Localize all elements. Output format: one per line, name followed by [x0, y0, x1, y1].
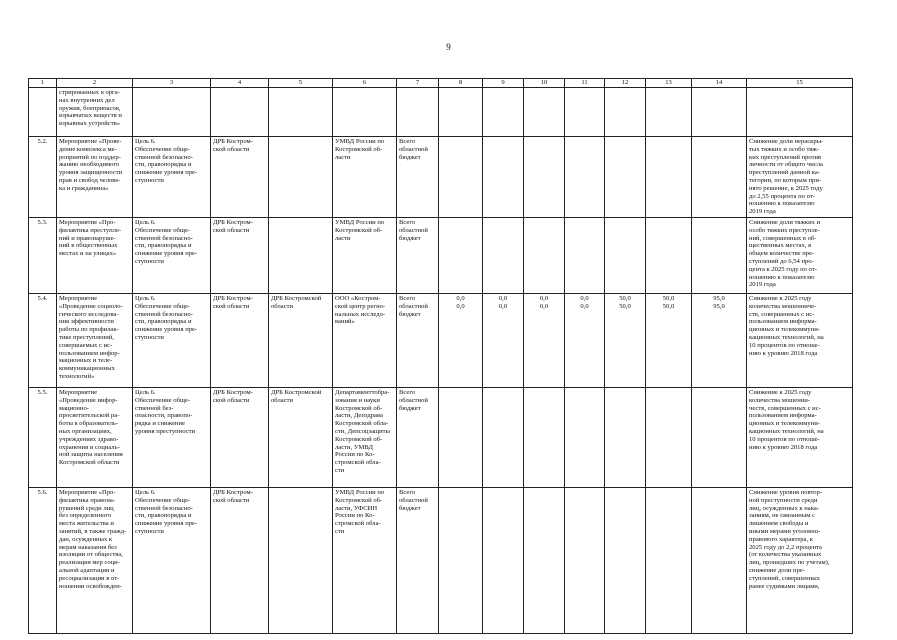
row-number: 5.6. [29, 487, 57, 633]
table-row [29, 217, 853, 293]
value-cell [524, 88, 565, 137]
value-cell [565, 88, 605, 137]
page-number: 9 [446, 42, 451, 52]
expected-result: Снижение к 2025 году количества мошенниче- ств, совершенных с ис- пользованием информа- ционных и телекоммуни- кационных технологий, на 10 процентов по отноше- нию к уровню 2018 года [747, 293, 853, 387]
goal-text: Цель 6. Обеспечение обще- ственной безопасно- сти, правопорядка и снижение уровня пре- ступности [133, 217, 211, 293]
header-cell: 12 [605, 79, 646, 88]
value-cell [646, 137, 692, 218]
value-cell [605, 487, 646, 633]
value-cell [439, 387, 483, 487]
event-name: Мероприятие «Про- филактика правона- рушений среди лиц без определенного места жительства и занятий, в также гражд- дан, осужденных к мерам наказания без изоляции от общества, реализация мер соци- альной адаптации и ресоциализации в от- ношении освобожден- [57, 487, 133, 633]
event-name: Мероприятие «Проведение социоло- гического исследова- ния эффективности работы по профилак- тике преступлений, совершаемых с ис- пользованием инфор- мационных и теле- коммуникационных технологий» [57, 293, 133, 387]
row-number: 5.5. [29, 387, 57, 487]
table-row [29, 487, 853, 633]
value-cell: 0,0 0,0 [483, 293, 524, 387]
value-cell [646, 217, 692, 293]
goal-text [133, 88, 211, 137]
row-number: 5.4. [29, 293, 57, 387]
event-name: Мероприятие «Прове- дение комплекса ме- роприятий по поддер- жанию необходимого уровня защищенности прав и свобод челове- ка и гражданина» [57, 137, 133, 218]
header-cell: 11 [565, 79, 605, 88]
value-cell [483, 137, 524, 218]
header-cell: 6 [333, 79, 397, 88]
value-cell [524, 137, 565, 218]
co-executor [269, 487, 333, 633]
funding-source: Всего областной бюджет [397, 217, 439, 293]
value-cell [439, 487, 483, 633]
goal-text: Цель 6. Обеспечение обще- ственной безопасно- сти, правопорядка и снижение уровня пре- ступности [133, 137, 211, 218]
expected-result: Снижение доли нераскры- тых тяжких и особо тяж- ких преступлений против личности от общего числа преступлений данной ка- тегории, по которым при- нято решение, к 2025 году до 2,55 процента по от- ношению к показателю 2019 года [747, 137, 853, 218]
header-cell: 8 [439, 79, 483, 88]
value-cell [483, 88, 524, 137]
responsible-executor: ДРБ Костром- ской области [211, 217, 269, 293]
value-cell: 0,0 0,0 [565, 293, 605, 387]
goal-text: Цель 6. Обеспечение обще- ственной безопасно- сти, правопорядка и снижение уровня пре- ступности [133, 487, 211, 633]
value-cell: 0,0 0,0 [439, 293, 483, 387]
header-cell: 2 [57, 79, 133, 88]
header-cell: 4 [211, 79, 269, 88]
value-cell: 50,0 50,0 [605, 293, 646, 387]
participant [333, 88, 397, 137]
value-cell [692, 487, 747, 633]
funding-source: Всего областной бюджет [397, 387, 439, 487]
co-executor: ДРБ Костромской области [269, 293, 333, 387]
table-row [29, 387, 853, 487]
value-cell [565, 137, 605, 218]
header-cell: 10 [524, 79, 565, 88]
value-cell [692, 387, 747, 487]
header-cell: 1 [29, 79, 57, 88]
goal-text: Цель 6. Обеспечение обще- ственной без- опасности, правопо- рядка и снижение уровня преступности [133, 387, 211, 487]
co-executor [269, 88, 333, 137]
event-name: Мероприятие «Про- филактика преступле- ний и правонаруше- ний в общественных местах и на улицах» [57, 217, 133, 293]
value-cell: 95,0 95,0 [692, 293, 747, 387]
row-number: 5.3. [29, 217, 57, 293]
value-cell [565, 487, 605, 633]
event-name: Мероприятие «Проведение инфор- мационно- просветительской ра- боты в образователь- ных организациях, учреждениях здраво- охранения и социаль- ной защиты населения Костромской области [57, 387, 133, 487]
row-number [29, 88, 57, 137]
header-cell: 9 [483, 79, 524, 88]
header-cell: 15 [747, 79, 853, 88]
value-cell [605, 137, 646, 218]
value-cell [524, 387, 565, 487]
value-cell [692, 88, 747, 137]
funding-source: Всего областной бюджет [397, 137, 439, 218]
expected-result: Снижение доли тяжких и особо тяжких преступле- ний, совершенных в об- щественных местах, в общем количестве пре- ступлений до 6,54 про- цента к 2025 году по от- ношению к показателю 2019 года [747, 217, 853, 293]
value-cell [605, 387, 646, 487]
row-number: 5.2. [29, 137, 57, 218]
responsible-executor [211, 88, 269, 137]
participant: УМВД России по Костромской об- ласти [333, 137, 397, 218]
value-cell [524, 217, 565, 293]
event-name: стрированных в орга- нах внутренних дел оружия, боеприпасов, взрывчатых веществ и взрывных устройств» [57, 88, 133, 137]
value-cell [439, 217, 483, 293]
value-cell [483, 487, 524, 633]
value-cell [483, 387, 524, 487]
value-cell [692, 217, 747, 293]
header-row [29, 79, 853, 88]
header-cell: 3 [133, 79, 211, 88]
participant: УМВД России по Костромской об- ласти [333, 217, 397, 293]
value-cell [524, 487, 565, 633]
value-cell: 0,0 0,0 [524, 293, 565, 387]
expected-result [747, 88, 853, 137]
table-row [29, 293, 853, 387]
co-executor [269, 137, 333, 218]
value-cell [439, 88, 483, 137]
table-row [29, 88, 853, 137]
value-cell [646, 487, 692, 633]
header-cell: 13 [646, 79, 692, 88]
program-table [28, 78, 853, 634]
responsible-executor: ДРБ Костром- ской области [211, 293, 269, 387]
value-cell [646, 387, 692, 487]
participant: Департаменттобра- зования и науки Костромской об- ласти, Депздрава Костромской обла- сти, Депсоцзащиты Костромской об- ласти, УМВД России по Ко- стромской обла- сти [333, 387, 397, 487]
header-cell: 5 [269, 79, 333, 88]
value-cell [605, 88, 646, 137]
value-cell [565, 387, 605, 487]
co-executor: ДРБ Костромской области [269, 387, 333, 487]
participant: УМВД России по Костромской об- ласти, УФСИН России по Ко- стромской обла- сти [333, 487, 397, 633]
value-cell: 50,0 50,0 [646, 293, 692, 387]
co-executor [269, 217, 333, 293]
funding-source [397, 88, 439, 137]
value-cell [646, 88, 692, 137]
expected-result: Снижение уровня повтор- ной преступности среди лиц, осужденных к нака- заниям, не связанным с лишением свободы и иными мерами уголовно- правового характера, к 2025 году до 2,2 процента (от количества указанных лиц, прошедших по учетам), снижение доли пре- ступлений, совершенных ранее судимыми лицами, [747, 487, 853, 633]
goal-text: Цель 6. Обеспечение обще- ственной безопасно- сти, правопорядка и снижение уровня пре- ступности [133, 293, 211, 387]
responsible-executor: ДРБ Костром- ской области [211, 387, 269, 487]
table-row [29, 137, 853, 218]
value-cell [692, 137, 747, 218]
header-cell: 7 [397, 79, 439, 88]
header-cell: 14 [692, 79, 747, 88]
responsible-executor: ДРБ Костром- ской области [211, 137, 269, 218]
funding-source: Всего областной бюджет [397, 487, 439, 633]
value-cell [439, 137, 483, 218]
funding-source: Всего областной бюджет [397, 293, 439, 387]
expected-result: Снижение к 2025 году количества мошенни- честв, совершенных с ис- пользованием информа- ционных и телекоммуни- кационных технологий, на 10 процентов по отноше- нию к уровню 2018 года [747, 387, 853, 487]
value-cell [565, 217, 605, 293]
value-cell [483, 217, 524, 293]
value-cell [605, 217, 646, 293]
responsible-executor: ДРБ Костром- ской области [211, 487, 269, 633]
participant: ООО «Костром- ской центр регио- нальных исследо- ваний» [333, 293, 397, 387]
